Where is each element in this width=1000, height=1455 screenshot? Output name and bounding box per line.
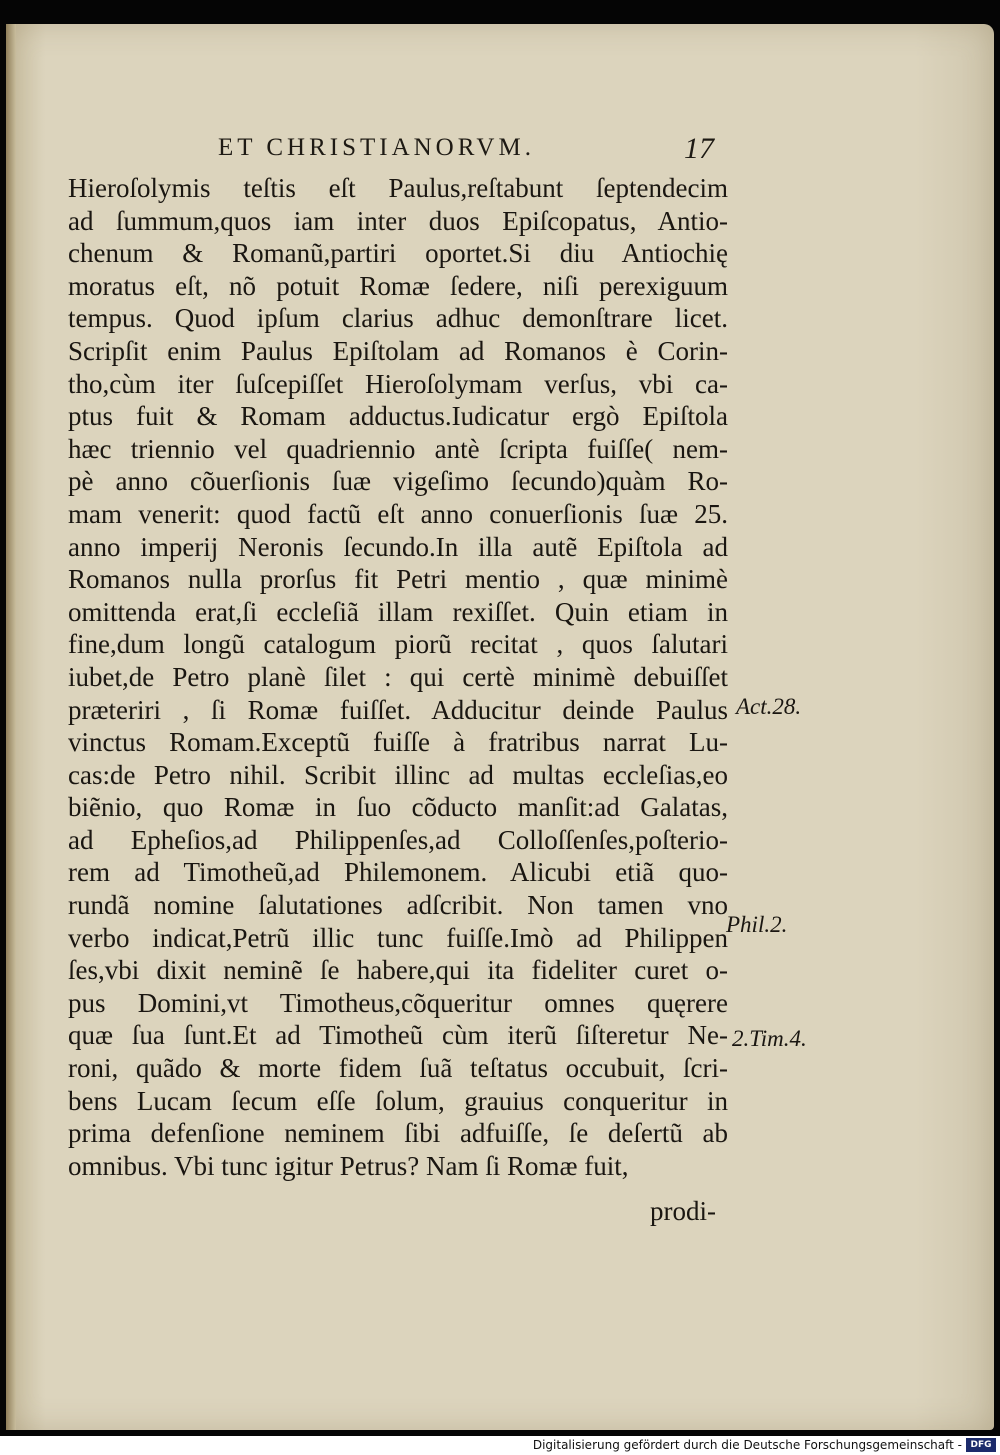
text-line: ptus fuit & Romam adductus.Iudicatur ergò Epiſtola [68, 401, 728, 432]
text-line: tempus. Quod ipſum clarius adhuc demonſtrare licet. [68, 303, 728, 334]
text-line: anno imperij Neronis ſecundo.In illa autẽ Epiſtola ad [68, 531, 728, 562]
page-number: 17 [684, 132, 714, 165]
text-line: rem ad Timotheũ,ad Philemonem. Alicubi etiã quo- [68, 857, 728, 888]
text-line: Scripſit enim Paulus Epiſtolam ad Romanos è Corin- [68, 335, 728, 366]
text-line: moratus eſt, nõ potuit Romæ ſedere, niſi perexiguum [68, 270, 728, 301]
text-line: prima defenſione neminem ſibi adfuiſſe, ſe deſertũ ab [68, 1118, 728, 1149]
marginal-note-tim: 2.Tim.4. [732, 1026, 807, 1051]
text-line: Romanos nulla prorſus fit Petri mentio , quæ minimè [68, 564, 728, 595]
text-line: tho,cùm iter ſuſcepiſſet Hieroſolymam verſus, vbi ca- [68, 368, 728, 399]
text-line: ſes,vbi dixit neminẽ ſe habere,qui ita fideliter curet o- [68, 955, 728, 986]
running-head [0, 134, 1000, 168]
text-line: vinctus Romam.Exceptũ fuiſſe à fratribus narrat Lu- [68, 727, 728, 758]
text-line: roni, quãdo & morte fidem ſuã teſtatus occubuit, ſcri- [68, 1053, 728, 1084]
text-line: pè anno cõuerſionis ſuæ vigeſimo ſecundo)quàm Ro- [68, 466, 728, 497]
text-line: iubet,de Petro planè ſilet : qui certè minimè debuiſſet [68, 661, 728, 692]
text-line: chenum & Romanũ,partiri oportet.Si diu Antiochię [68, 238, 728, 269]
running-title: ET CHRISTIANORVM. [218, 134, 535, 161]
catchword: prodi- [650, 1196, 716, 1226]
text-line: omnibus. Vbi tunc igitur Petrus? Nam ſi Romæ fuit, [68, 1150, 629, 1181]
text-line: pus Domini,vt Timotheus,cõqueritur omnes quęrere [68, 987, 728, 1018]
text-line: biẽnio, quo Romæ in ſuo cõducto manſit:ad Galatas, [68, 792, 728, 823]
text-line: bens Lucam ſecum eſſe ſolum, grauius conqueritur in [68, 1085, 728, 1116]
funding-credit: Digitalisierung gefördert durch die Deutsche Forschungsgemeinschaft - [532, 1438, 962, 1452]
dfg-logo: DFG [966, 1438, 996, 1452]
marginal-note-acts: Act.28. [736, 694, 802, 719]
text-line: cas:de Petro nihil. Scribit illinc ad multas eccleſias,eo [68, 759, 728, 790]
text-line: ad Epheſios,ad Philippenſes,ad Colloſſenſes,poſterio- [68, 824, 728, 855]
text-line: omittenda erat,ſi eccleſiã illam rexiſſet. Quin etiam in [68, 596, 728, 627]
text-line: mam venerit: quod factũ eſt anno conuerſionis ſuæ 25. [68, 498, 728, 529]
text-line: Hieroſolymis teſtis eſt Paulus,reſtabunt ſeptendecim [68, 173, 728, 203]
page-gutter [6, 24, 16, 1430]
text-line: fine,dum longũ catalogum piorũ recitat , quos ſalutari [68, 629, 728, 660]
text-line: hæc triennio vel quadriennio antè ſcripta fuiſſe( nem- [68, 433, 728, 464]
text-line: verbo indicat,Petrũ illic tunc fuiſſe.Imò ad Philippen [68, 922, 728, 953]
text-line: ad ſummum,quos iam inter duos Epiſcopatus, Antio- [68, 205, 728, 236]
text-line: rundã nomine ſalutationes adſcribit. Non tamen vno [68, 890, 728, 921]
footer-bar [0, 1436, 1000, 1455]
marginal-note-phil: Phil.2. [726, 912, 788, 937]
text-line: quæ ſua ſunt.Et ad Timotheũ cùm iterũ ſiſteretur Ne- [68, 1020, 728, 1051]
text-line: præteriri , ſi Romæ fuiſſet. Adducitur deinde Paulus [68, 694, 728, 725]
body-text [68, 172, 728, 1182]
